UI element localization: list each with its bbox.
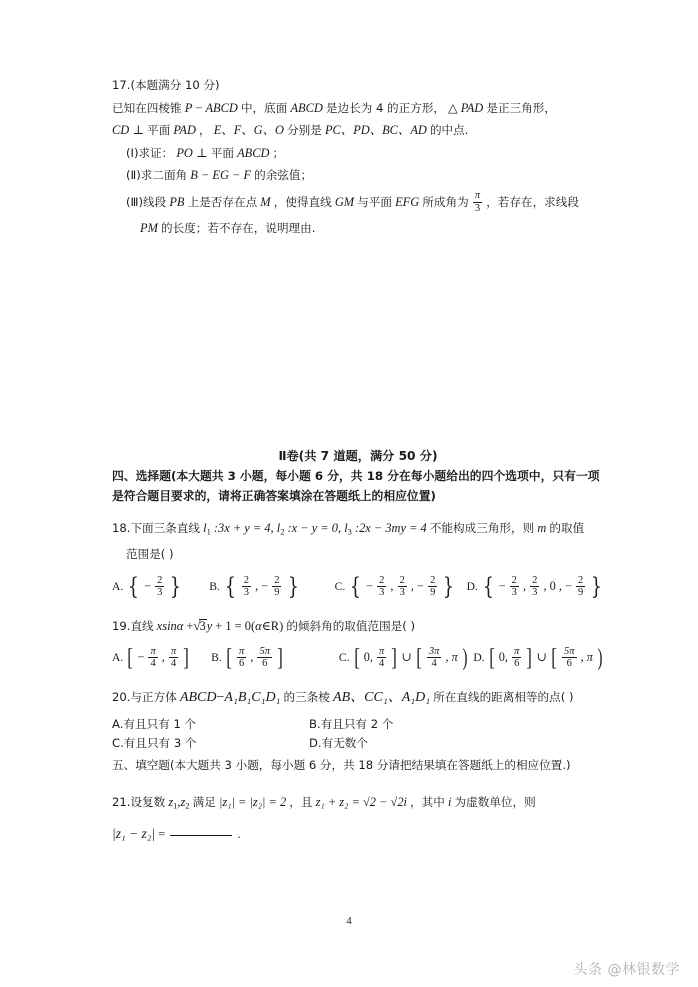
blank-work-area xyxy=(112,239,604,446)
minus-sign: − xyxy=(137,650,145,665)
q18-d-zero: 0 xyxy=(549,578,556,593)
page-content xyxy=(112,74,604,848)
q17-part3-label: (Ⅲ)线段 xyxy=(126,194,167,209)
q21-z1: z xyxy=(168,795,174,810)
fraction-denominator: 9 xyxy=(430,586,436,598)
section-2-desc-line1: 四、选择题(本大题共 3 小题，每小题 6 分，共 18 分在每小题给出的四个选项中，只有一项 xyxy=(112,469,600,483)
section-3-desc: 五、填空题(本大题共 3 小题，每小题 6 分，共 18 分请把结果填在答题纸上的相应位置.) xyxy=(112,757,571,772)
q20-options-row2 xyxy=(112,734,604,753)
q17-part1-po: PO xyxy=(176,145,193,160)
q17-line2-cd: CD xyxy=(112,123,130,137)
q20-text-a: 20.与正方体 xyxy=(112,690,177,705)
q19-d-frac1: $\frac{\pi}{6}$ xyxy=(514,646,520,670)
q19-c-pi: π xyxy=(451,650,458,665)
q19-d-pi: π xyxy=(586,650,593,665)
comma-separator: , xyxy=(161,650,165,665)
comma-separator: , xyxy=(445,650,449,665)
q19-R: R xyxy=(270,618,280,633)
fraction-numerator: 2 xyxy=(379,574,385,586)
q19-a-frac2: $\frac{\pi}{4}$ xyxy=(170,646,177,670)
fraction-numerator: 2 xyxy=(243,574,249,586)
fraction-denominator: 9 xyxy=(578,586,584,598)
fraction-numerator: 2 xyxy=(578,574,584,586)
page-number: 4 xyxy=(346,915,352,927)
q17-part3-text-b: ，使得直线 xyxy=(273,194,332,209)
q21-z1-sub: 1 xyxy=(173,800,178,811)
q17-part-3 xyxy=(112,187,604,217)
q21-z2-sub: 2 xyxy=(185,800,190,811)
fraction-numerator: 2 xyxy=(399,574,405,586)
q17-part3-text-c: 与平面 xyxy=(357,194,392,209)
q20-option-b[interactable]: B.有且只有 2 个 xyxy=(309,716,394,731)
q18-option-c-label: C. xyxy=(334,579,346,593)
q19-x: x xyxy=(156,618,163,633)
q17-line1 xyxy=(112,97,604,120)
zero-value: 0, xyxy=(363,650,373,665)
q19-b-frac2: $\frac{5\pi}{6}$ xyxy=(259,646,270,670)
q18-c-sign1: − xyxy=(366,578,373,593)
q21-answer-blank[interactable] xyxy=(170,835,232,836)
comma-separator: , xyxy=(255,578,259,593)
q19-a-frac1: $\frac{\pi}{4}$ xyxy=(150,646,156,670)
q19-option-a-label: A. xyxy=(112,651,124,665)
fraction-denominator: 3 xyxy=(157,586,163,598)
q21-line1 xyxy=(112,788,604,820)
q21-equals: = xyxy=(158,826,166,841)
q19-options xyxy=(112,642,604,673)
fraction-denominator: 3 xyxy=(532,586,538,598)
sqrt-icon: √3 xyxy=(193,617,206,633)
q19-b-frac1: $\frac{\pi}{6}$ xyxy=(238,646,245,670)
q18-option-b[interactable]: B. { $\frac{2}{3}$ , − $\frac{2}{9}$ } xyxy=(209,573,299,600)
q18-l2-sub: 2 xyxy=(280,526,285,537)
q17-pi-over-3-fraction xyxy=(473,190,482,214)
comma-separator: , xyxy=(522,578,527,593)
q18-eq2: :x − y = 0, xyxy=(287,521,342,535)
fraction-denominator: 3 xyxy=(243,586,249,598)
q18-option-a[interactable]: A. { − $\frac{2}{3}$ } xyxy=(112,573,182,600)
q18-a-frac xyxy=(155,575,164,599)
watermark xyxy=(574,959,680,979)
q20-edges: AB、CC₁、A₁D₁ xyxy=(333,690,431,706)
q17-part-2 xyxy=(112,164,604,187)
q21-text-a: 21.设复数 xyxy=(112,795,166,810)
q19-plus: + xyxy=(186,618,194,633)
q18-options xyxy=(112,571,604,602)
comma-separator: , xyxy=(543,578,547,593)
q19-rest: + 1 = 0( xyxy=(215,618,256,633)
union-icon: ∪ xyxy=(401,650,412,665)
q17-line1-p: P xyxy=(184,100,193,115)
q21-text-c: ，且 xyxy=(289,795,313,810)
zero-value: 0, xyxy=(498,650,509,665)
q21-sum-condition: z₁ + z₂ = √2 − √2i xyxy=(315,795,407,810)
q19-close: ) xyxy=(279,618,284,633)
q18-text-b: 不能构成三角形，则 xyxy=(429,521,535,535)
comma-separator: , xyxy=(250,650,254,665)
fraction-denominator: 3 xyxy=(399,586,405,598)
q17-line2-plane: 平面 xyxy=(147,123,171,137)
q20-cube1: ABCD xyxy=(179,690,217,706)
q20-cube2: A₁B₁C₁D₁ xyxy=(224,690,281,706)
q20-text-c: 所在直线的距离相等的点( ) xyxy=(433,690,574,705)
watermark-text: 头条 @林银数学 xyxy=(573,962,680,978)
question-21 xyxy=(112,788,604,848)
q21-modulus-condition: |z₁| = |z₂| = 2 xyxy=(218,795,287,810)
q18-option-d[interactable]: D. { − $\frac{2}{3}$ , $\frac{2}{3}$ , 0 , − $\frac{2}{9}$ } xyxy=(466,573,603,600)
q17-part3-pm: PM xyxy=(140,220,158,235)
q18-b-frac2 xyxy=(272,575,281,599)
union-icon: ∪ xyxy=(536,650,547,665)
q19-option-c[interactable]: C. [ 0, $\frac{\pi}{4}$ ] ∪ [ $\frac{3\pi}{4}$ , π ) xyxy=(338,645,468,672)
q17-line2-comma: ， xyxy=(199,123,211,137)
q18-d-frac1 xyxy=(510,575,519,599)
q18-eq1: :3x + y = 4, xyxy=(213,521,274,535)
q19-option-b-label: B. xyxy=(211,651,222,665)
q18-l2: l xyxy=(276,521,281,535)
q18-option-b-label: B. xyxy=(209,579,220,593)
q19-text-b: 的倾斜角的取值范围是( ) xyxy=(286,618,415,633)
q17-part2-angle: B − EG − F xyxy=(190,168,252,182)
q18-l1-sub: 1 xyxy=(206,526,211,537)
triangle-icon: △ xyxy=(448,100,458,115)
comma-separator: , xyxy=(390,578,394,593)
q17-part3-text-d: 所成角为 xyxy=(422,194,469,209)
fraction-numerator: π xyxy=(474,190,481,202)
q18-option-c[interactable]: C. { − $\frac{2}{3}$ , $\frac{2}{3}$ , − $\frac{2}{9}$ } xyxy=(334,573,455,600)
q17-line1-dash: − xyxy=(195,100,203,115)
q17-header: 17.(本题满分 10 分) xyxy=(112,78,220,92)
q18-d-sign4: − xyxy=(565,578,572,593)
q17-line1-text-d: 是正三角形， xyxy=(486,100,556,115)
q20-option-d[interactable]: D.有无数个 xyxy=(309,735,368,750)
q17-part1-plane: 平面 xyxy=(210,145,234,160)
q18-m: m xyxy=(537,521,547,535)
q17-line1-abcd: ABCD xyxy=(205,100,238,115)
q18-d-frac2 xyxy=(530,575,539,599)
q18-text-a: 18.下面三条直线 xyxy=(112,521,201,535)
q17-line2-pad: PAD xyxy=(173,123,196,137)
q21-period: . xyxy=(237,826,241,841)
q17-part3-efg: EFG xyxy=(395,194,420,209)
q19-c-frac2: $\frac{3\pi}{4}$ xyxy=(428,646,440,670)
q19-text-a: 19.直线 xyxy=(112,618,154,633)
fraction-numerator: 2 xyxy=(511,574,517,586)
q17-part1-end: ； xyxy=(272,145,285,160)
q21-i: i xyxy=(447,795,452,810)
q18-c-frac2 xyxy=(398,575,407,599)
q17-part3-gm: GM xyxy=(334,194,355,209)
q17-part1-label: (Ⅰ)求证： xyxy=(126,145,174,160)
q18-b-frac1 xyxy=(242,575,251,599)
q17-line1-text-c: 是边长为 4 的正方形， xyxy=(325,100,446,115)
q21-line2 xyxy=(112,820,604,848)
q20-option-a[interactable]: A.有且只有 1 个 xyxy=(112,716,197,731)
fraction-denominator: 3 xyxy=(379,586,385,598)
question-19 xyxy=(112,615,604,674)
q19-option-d[interactable]: D. [ 0, $\frac{\pi}{6}$ ] ∪ [ $\frac{5\pi}{6}$ , π ) xyxy=(473,645,603,672)
q18-b-sign2: − xyxy=(261,578,269,593)
q17-part2-end: 的余弦值； xyxy=(254,168,313,182)
q20-options-row1 xyxy=(112,715,604,734)
q17-line2-pts: PC、PD、BC、AD xyxy=(324,123,427,137)
comma-separator: , xyxy=(580,650,584,665)
fraction-numerator: 2 xyxy=(430,574,436,586)
q17-line1-text-a: 已知在四棱锥 xyxy=(112,100,182,115)
q20-line1 xyxy=(112,686,604,710)
q17-part3-text-f: 的长度；若不存在，说明理由. xyxy=(161,220,316,235)
q18-line2: 范围是( ) xyxy=(126,547,174,562)
q18-c-frac1 xyxy=(377,575,386,599)
q18-eq3: :2x − 3my = 4 xyxy=(354,521,427,535)
fraction-denominator: 3 xyxy=(474,202,481,214)
q18-c-sign3: − xyxy=(417,578,424,593)
q19-line1 xyxy=(112,615,604,638)
q19-d-frac2: $\frac{5\pi}{6}$ xyxy=(563,646,575,670)
question-20 xyxy=(112,686,604,753)
comma-separator: , xyxy=(410,578,414,593)
q19-option-a[interactable]: A. [ − $\frac{\pi}{4}$ , $\frac{\pi}{4}$ ] xyxy=(112,645,190,672)
q18-option-d-label: D. xyxy=(466,579,478,593)
q17-line2-mid: 分别是 xyxy=(287,123,322,137)
q21-text-b: 满足 xyxy=(192,795,216,810)
section-2-desc-line2: 是符合题目要求的，请将正确答案填涂在答题纸上的相应位置) xyxy=(112,489,436,503)
q19-alpha: α xyxy=(176,618,184,633)
q19-y: y xyxy=(206,618,213,633)
q19-c-frac1: $\frac{\pi}{4}$ xyxy=(379,646,385,670)
q18-line1 xyxy=(112,517,604,543)
q17-part3-m: M xyxy=(260,194,271,209)
q20-dash: − xyxy=(216,690,225,706)
q17-line1-text-b: 中，底面 xyxy=(240,100,288,115)
q17-part3-pb: PB xyxy=(169,194,185,209)
q21-answer-expr: |z₁ − z₂| xyxy=(112,825,156,841)
fraction-denominator: 9 xyxy=(274,586,280,598)
perpendicular-icon: ⊥ xyxy=(196,145,208,160)
fraction-numerator: 2 xyxy=(157,574,163,586)
q17-line2 xyxy=(112,119,604,142)
q18-d-sign1: − xyxy=(498,578,506,593)
q17-part-3-cont xyxy=(112,217,604,240)
element-of-icon: ∈ xyxy=(261,618,271,633)
q20-option-c[interactable]: C.有且只有 3 个 xyxy=(112,735,197,750)
q19-option-d-label: D. xyxy=(473,651,485,665)
question-18 xyxy=(112,517,604,602)
q19-sin: sin xyxy=(162,618,177,633)
q18-d-frac4 xyxy=(576,575,585,599)
q21-z2: z xyxy=(180,795,186,810)
q17-line1-abcd2: ABCD xyxy=(290,100,323,115)
q21-text-e: 为虚数单位，则 xyxy=(454,795,536,810)
fraction-numerator: 2 xyxy=(532,574,538,586)
comma-separator: , xyxy=(177,795,181,810)
q18-c-frac3 xyxy=(428,575,437,599)
section-2-title: Ⅱ卷(共 7 道题，满分 50 分) xyxy=(278,449,438,463)
q17-part2-label: (Ⅱ)求二面角 xyxy=(126,168,188,182)
q18-text-c: 的取值 xyxy=(549,521,585,535)
sqrt-radicand: 3 xyxy=(199,618,206,633)
q17-part-1 xyxy=(112,142,604,165)
q17-line2-end: 的中点. xyxy=(429,123,469,137)
perpendicular-icon: ⊥ xyxy=(132,123,144,137)
q18-l3: l xyxy=(344,521,348,535)
q17-line2-points: E、F、G、O xyxy=(213,123,284,137)
q18-option-a-label: A. xyxy=(112,579,124,593)
q17-part1-abcd: ABCD xyxy=(237,145,270,160)
fraction-denominator: 3 xyxy=(511,586,517,598)
q19-alpha2: α xyxy=(255,618,262,633)
question-17 xyxy=(112,74,604,239)
q19-option-c-label: C. xyxy=(338,651,350,665)
q18-l1: l xyxy=(203,521,207,535)
comma-separator: , xyxy=(558,578,562,593)
q21-text-d: ，其中 xyxy=(410,795,445,810)
q18-l3-sub: 3 xyxy=(347,526,352,537)
q19-option-b[interactable]: B. [ $\frac{\pi}{6}$ , $\frac{5\pi}{6}$ ] xyxy=(211,645,283,672)
fraction-numerator: 2 xyxy=(274,574,280,586)
q17-line1-pad: PAD xyxy=(460,100,484,115)
q17-part3-text-a: 上是否存在点 xyxy=(187,194,258,209)
q20-text-b: 的三条棱 xyxy=(283,690,330,705)
q18-a-sign: − xyxy=(144,578,152,593)
q17-part3-text-e: ，若存在，求线段 xyxy=(486,194,579,209)
